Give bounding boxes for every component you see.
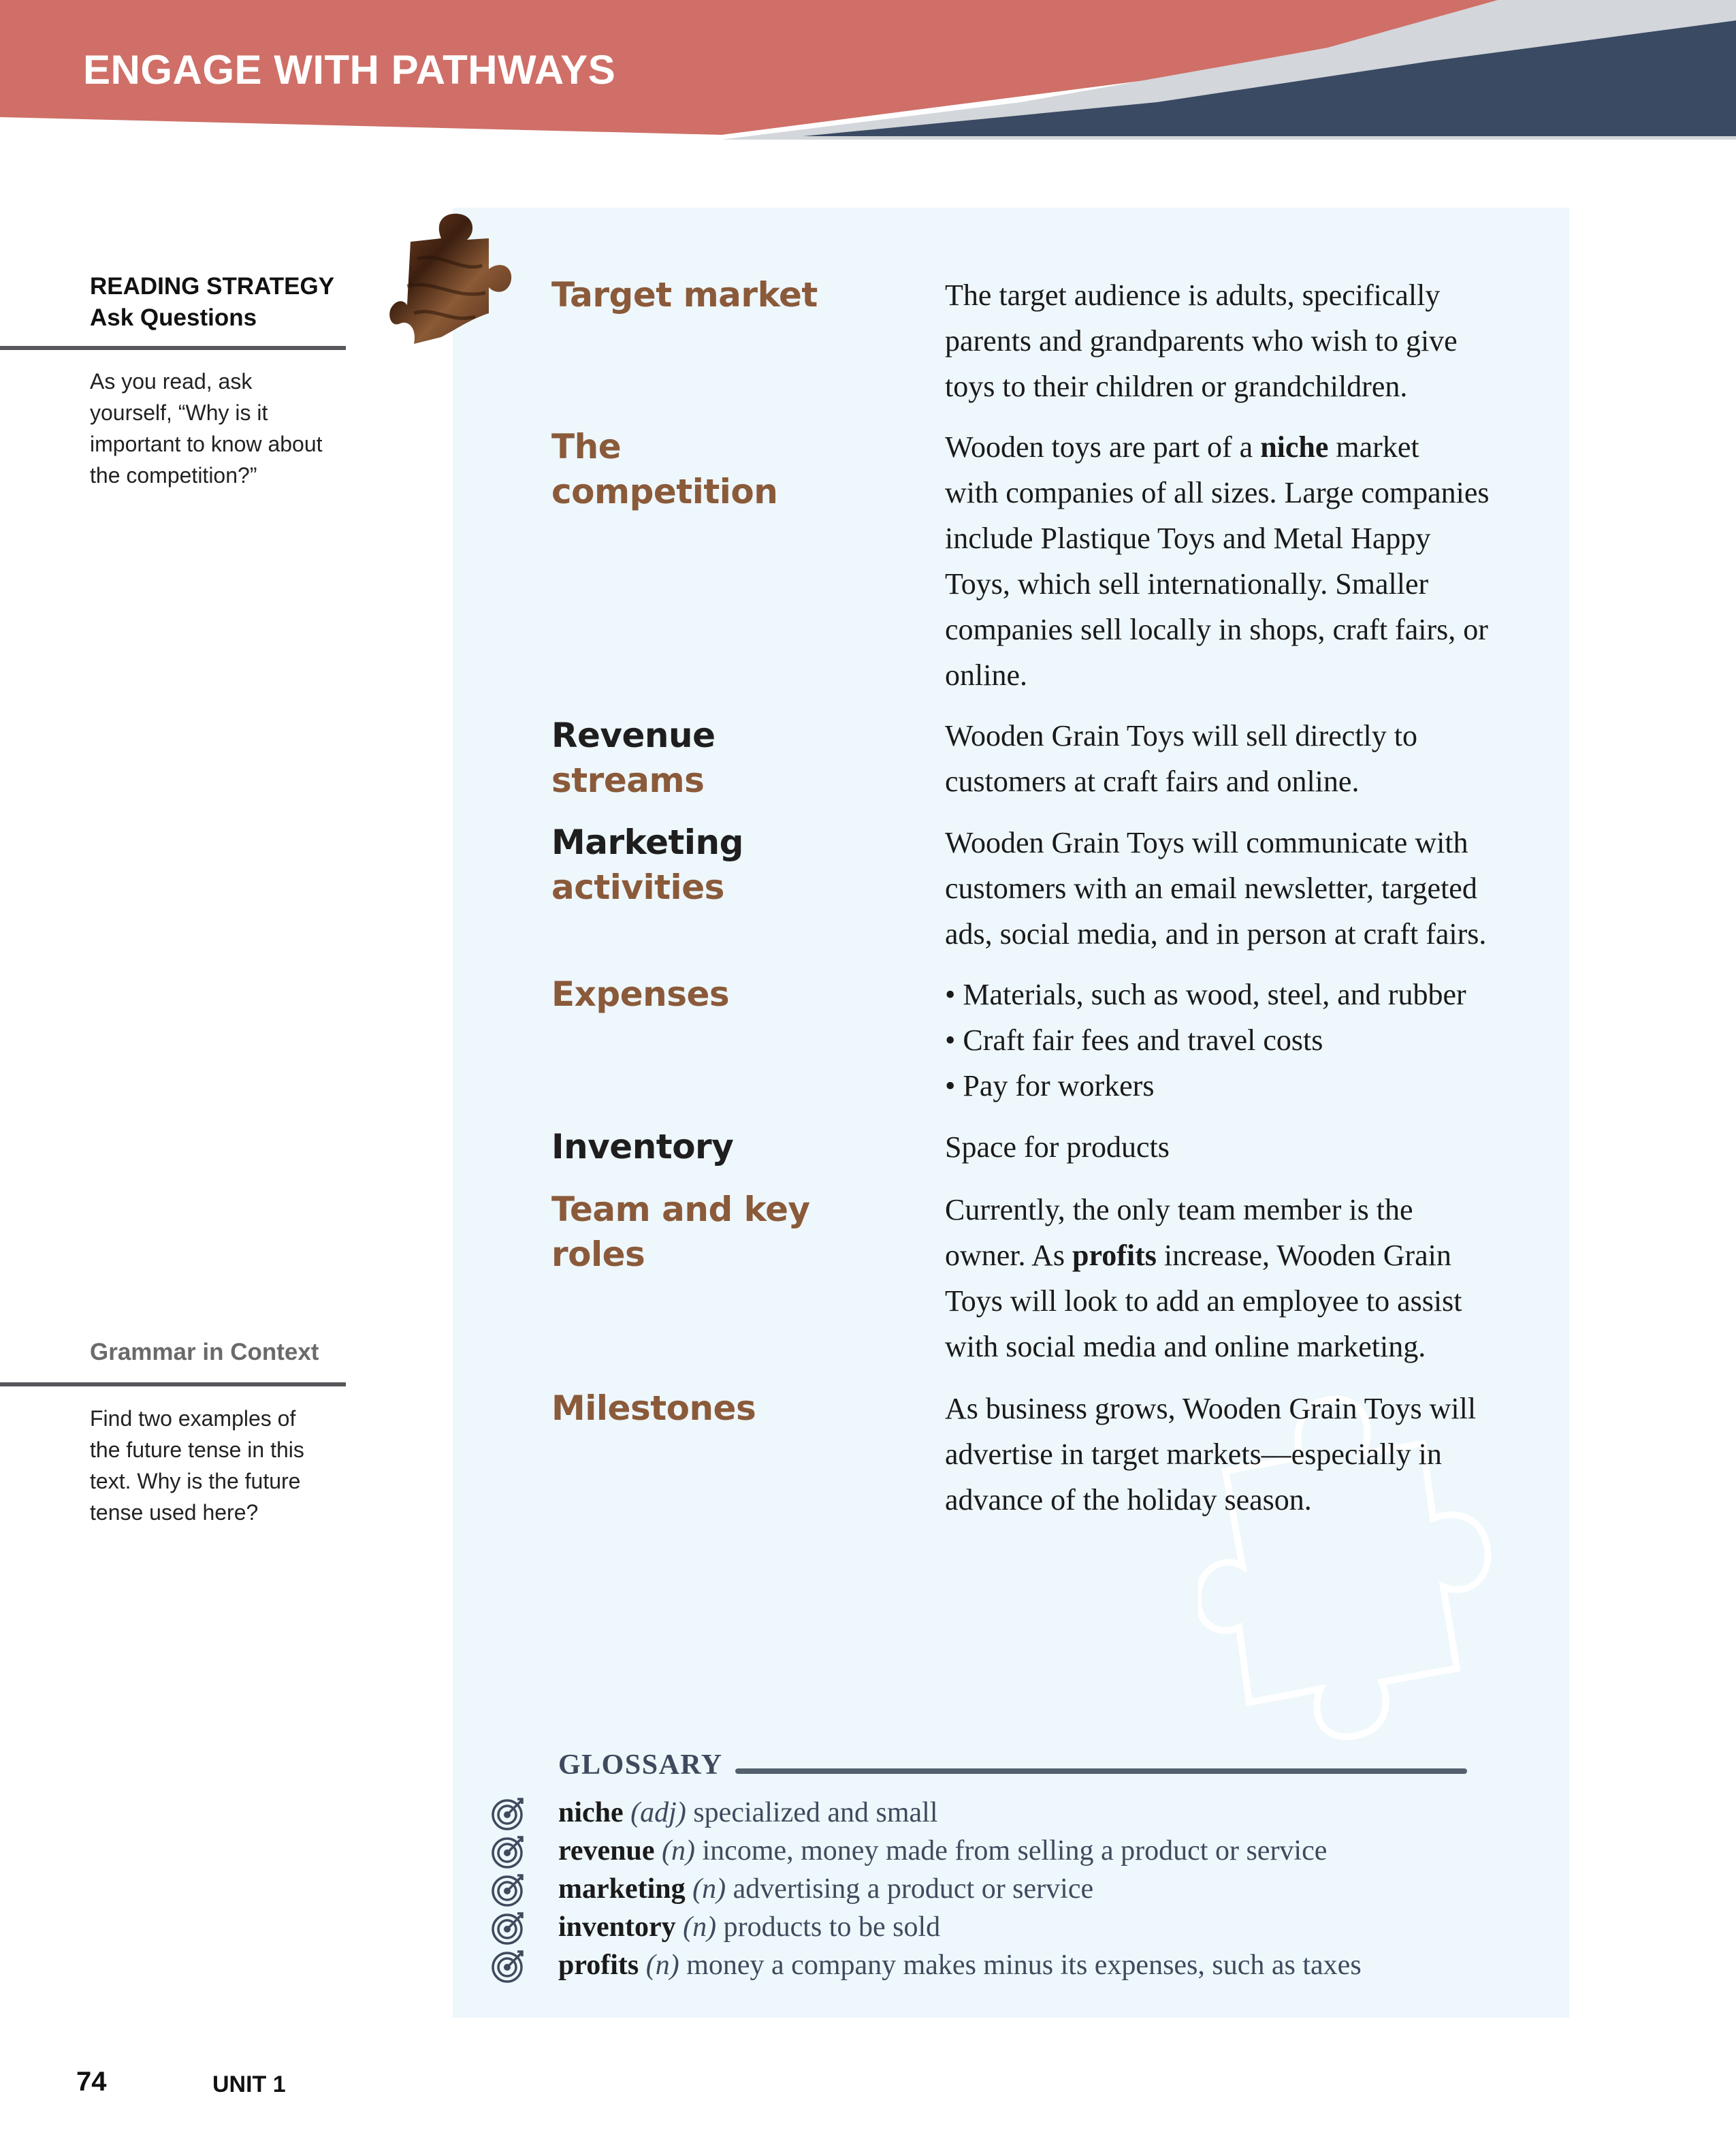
- marketing-activities-desc: [945, 820, 1530, 957]
- glossary-definition: income, money made from selling a product or service: [702, 1835, 1328, 1866]
- label-line: activities: [551, 868, 724, 907]
- team-roles-desc: [945, 1187, 1530, 1369]
- reading-strategy-line: the competition?”: [90, 463, 257, 488]
- page-number: 74: [76, 2067, 107, 2097]
- inventory-desc: [945, 1124, 1530, 1170]
- team-roles-label: [551, 1187, 905, 1277]
- grammar-line: text. Why is the future: [90, 1469, 301, 1493]
- glossary-item: [490, 1795, 1552, 1833]
- desc-line: The target audience is adults, specifically: [945, 279, 1441, 312]
- label-line: The: [551, 427, 622, 466]
- reading-strategy-title: READING STRATEGY: [90, 273, 335, 300]
- glossary-term: niche: [558, 1797, 624, 1828]
- expenses-list: [945, 972, 1530, 1109]
- desc-line: online.: [945, 658, 1027, 692]
- banner-title: ENGAGE WITH PATHWAYS: [83, 47, 616, 93]
- desc-text: increase, Wooden Grain: [1156, 1239, 1451, 1272]
- glossary-rule: [735, 1768, 1467, 1774]
- glossary-term: inventory: [558, 1911, 676, 1943]
- glossary-definition: specialized and small: [693, 1797, 938, 1828]
- grammar-line: the future tense in this: [90, 1437, 304, 1462]
- glossary-item: [490, 1909, 1552, 1948]
- glossary-pos: (n): [692, 1873, 726, 1905]
- reading-strategy-text: [90, 366, 349, 491]
- glossary-term: revenue: [558, 1835, 655, 1866]
- label-line: roles: [551, 1235, 645, 1274]
- desc-line: Wooden Grain Toys will communicate with: [945, 826, 1468, 859]
- glossary-definition: advertising a product or service: [733, 1873, 1094, 1905]
- desc-line: Currently, the only team member is the: [945, 1193, 1413, 1226]
- desc-line: ads, social media, and in person at craft fairs.: [945, 917, 1487, 951]
- list-item: • Craft fair fees and travel costs: [945, 1023, 1323, 1057]
- target-icon: [490, 1948, 527, 1984]
- target-icon: [490, 1909, 527, 1946]
- grammar-line: tense used here?: [90, 1500, 259, 1525]
- milestones-label: Milestones: [551, 1388, 756, 1428]
- glossary-pos: (n): [662, 1835, 696, 1866]
- sidebar-divider: [0, 1382, 346, 1386]
- glossary-entry: [558, 1834, 1327, 1867]
- wood-puzzle-piece-icon: [387, 211, 513, 347]
- list-item: • Pay for workers: [945, 1069, 1155, 1102]
- desc-line: customers at craft fairs and online.: [945, 765, 1360, 798]
- label-line: competition: [551, 472, 778, 511]
- label-line: Marketing: [551, 823, 743, 862]
- milestones-desc: [945, 1386, 1530, 1523]
- desc-text: market: [1328, 430, 1419, 464]
- desc-line: Toys, which sell internationally. Smaller: [945, 567, 1429, 601]
- desc-line: [945, 1233, 1530, 1278]
- glossary-item: [490, 1833, 1552, 1871]
- grammar-line: Find two examples of: [90, 1406, 296, 1431]
- target-icon: [490, 1871, 527, 1908]
- desc-line: parents and grandparents who wish to give: [945, 324, 1458, 358]
- label-line: Revenue: [551, 716, 716, 755]
- desc-line: with social media and online marketing.: [945, 1330, 1426, 1363]
- glossary-item: [490, 1948, 1552, 1986]
- glossary-term: profits: [558, 1950, 639, 1981]
- reading-strategy-line: important to know about: [90, 432, 323, 456]
- glossary-pos: (n): [683, 1911, 717, 1943]
- label-line: streams: [551, 761, 705, 800]
- glossary-pos: (adj): [630, 1797, 686, 1828]
- revenue-streams-desc: [945, 713, 1530, 804]
- desc-line: Toys will look to add an employee to assist: [945, 1284, 1462, 1318]
- glossary-term-niche: niche: [1260, 430, 1329, 464]
- marketing-activities-label: [551, 820, 905, 910]
- glossary-definition: products to be sold: [723, 1911, 941, 1943]
- glossary-term-profits: profits: [1072, 1239, 1157, 1272]
- unit-label: UNIT 1: [212, 2071, 286, 2097]
- glossary-pos: (n): [645, 1950, 679, 1981]
- competition-label: [551, 424, 905, 514]
- desc-line: advance of the holiday season.: [945, 1483, 1312, 1516]
- expenses-desc: [945, 972, 1530, 1109]
- reading-strategy-heading: [90, 271, 349, 334]
- target-market-label: Target market: [551, 275, 818, 315]
- inventory-label: Inventory: [551, 1127, 734, 1166]
- list-item: • Materials, such as wood, steel, and rubber: [945, 978, 1466, 1011]
- desc-line: customers with an email newsletter, targeted: [945, 872, 1477, 905]
- glossary-term: marketing: [558, 1873, 686, 1905]
- desc-line: include Plastique Toys and Metal Happy: [945, 522, 1431, 555]
- revenue-streams-label: [551, 713, 905, 803]
- desc-text: Wooden toys are part of a: [945, 430, 1261, 464]
- competition-desc: [945, 424, 1530, 698]
- glossary-entry: [558, 1796, 938, 1829]
- glossary-item: [490, 1871, 1552, 1909]
- grammar-heading: Grammar in Context: [90, 1339, 319, 1365]
- reading-strategy-line: yourself, “Why is it: [90, 400, 268, 425]
- desc-line: Space for products: [945, 1130, 1170, 1164]
- grammar-text: [90, 1403, 349, 1528]
- desc-line: with companies of all sizes. Large companies: [945, 476, 1490, 509]
- target-market-desc: [945, 272, 1530, 409]
- reading-strategy-subtitle: Ask Questions: [90, 304, 257, 331]
- label-line: Team and key: [551, 1190, 810, 1229]
- target-icon: [490, 1833, 527, 1870]
- desc-line: advertise in target markets—especially in: [945, 1437, 1442, 1471]
- sidebar-divider: [0, 346, 346, 350]
- header-banner: [0, 0, 1736, 140]
- desc-text: owner. As: [945, 1239, 1072, 1272]
- glossary-entry: [558, 1911, 940, 1943]
- reading-strategy-line: As you read, ask: [90, 369, 253, 394]
- desc-line: Wooden Grain Toys will sell directly to: [945, 719, 1418, 752]
- glossary-entry: [558, 1873, 1093, 1905]
- target-icon: [490, 1795, 527, 1832]
- glossary-definition: money a company makes minus its expenses, such as taxes: [686, 1950, 1362, 1981]
- glossary-entry: [558, 1949, 1362, 1982]
- expenses-label: Expenses: [551, 974, 730, 1014]
- desc-line: As business grows, Wooden Grain Toys will: [945, 1392, 1477, 1425]
- desc-line: [945, 424, 1530, 470]
- desc-line: companies sell locally in shops, craft fairs, or: [945, 613, 1488, 646]
- glossary-title: GLOSSARY: [558, 1749, 723, 1781]
- desc-line: toys to their children or grandchildren.: [945, 370, 1408, 403]
